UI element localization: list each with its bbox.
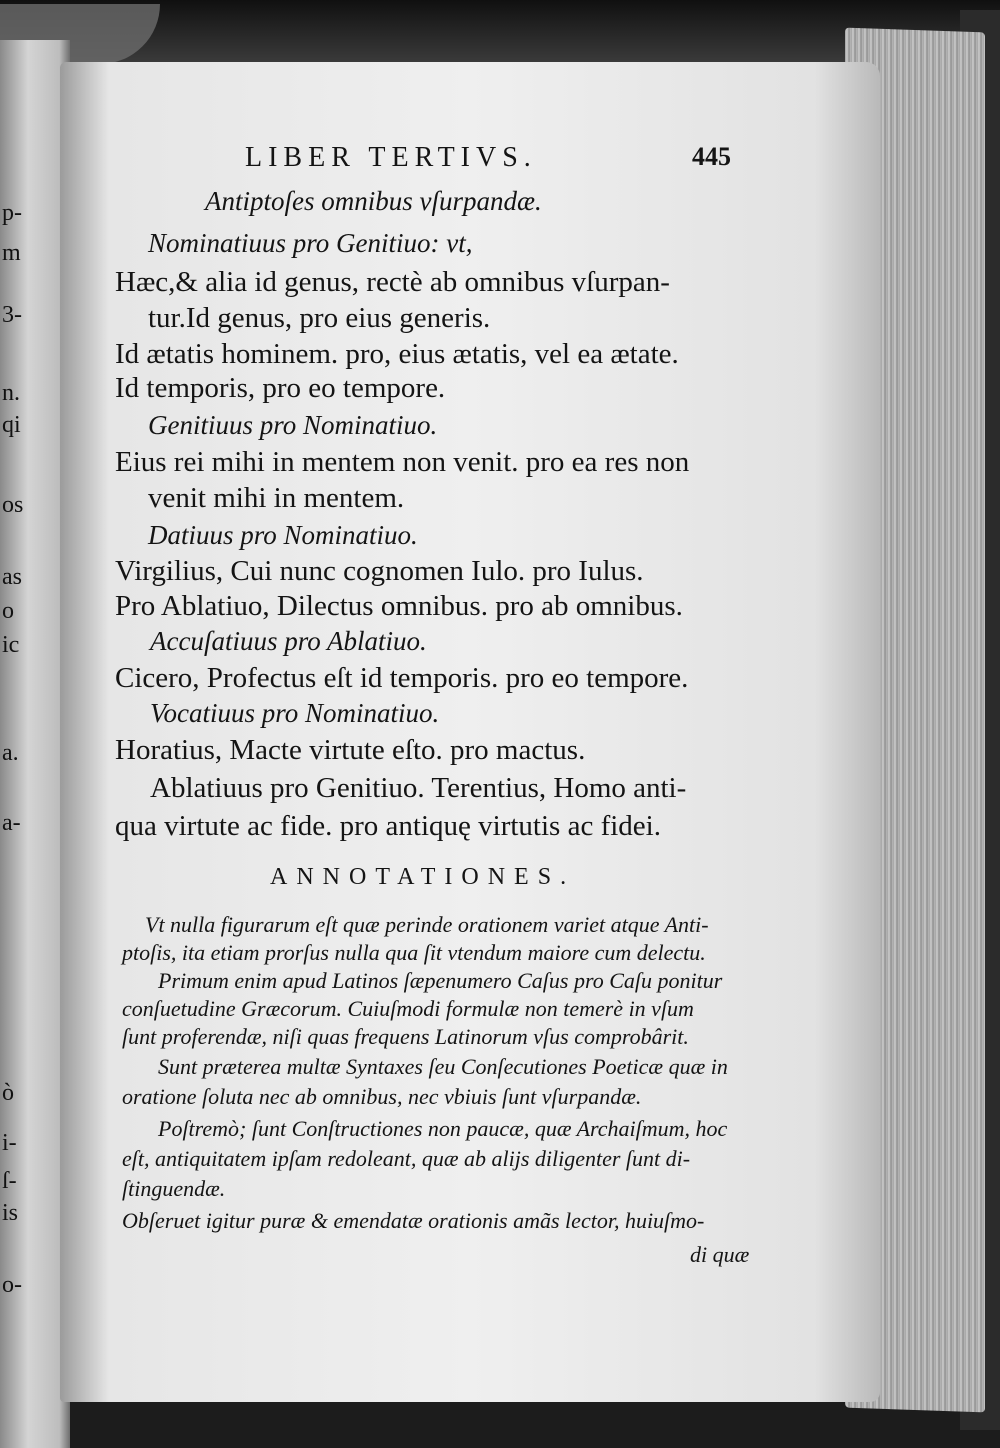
- text-line: Ablatiuus pro Genitiuo. Terentius, Homo anti-: [150, 772, 687, 804]
- annotation-line: ſtinguendæ.: [122, 1176, 226, 1201]
- annotation-line: Poſtremò; ſunt Conſtructiones non paucæ, quæ Archaiſmum, hoc: [158, 1116, 728, 1141]
- annotation-line: oratione ſoluta nec ab omnibus, nec vbiuis ſunt vſurpandæ.: [122, 1084, 642, 1109]
- left-edge-fragment: as: [2, 564, 22, 590]
- annotation-line: ptoſis, ita etiam prorſus nulla qua ſit vtendum maiore cum delectu.: [122, 940, 706, 965]
- left-edge-fragment: ic: [2, 632, 20, 658]
- rule-heading: Accuſatiuus pro Ablatiuo.: [150, 626, 427, 656]
- left-edge-fragment: is: [2, 1200, 19, 1226]
- section-heading: Antiptoſes omnibus vſurpandæ.: [205, 186, 542, 216]
- left-edge-fragment: a.: [2, 740, 19, 766]
- annotation-line: Vt nulla figurarum eſt quæ perinde orationem variet atque Anti-: [145, 912, 709, 937]
- text-line: Id temporis, pro eo tempore.: [115, 372, 446, 404]
- text-line: tur.Id genus, pro eius generis.: [148, 302, 491, 334]
- rule-heading: Nominatiuus pro Genitiuo: vt,: [148, 228, 473, 258]
- text-line: venit mihi in mentem.: [148, 482, 405, 514]
- rule-heading: Genitiuus pro Nominatiuo.: [148, 410, 438, 440]
- text-line: Pro Ablatiuo, Dilectus omnibus. pro ab omnibus.: [115, 590, 683, 622]
- left-edge-fragment: 3-: [2, 302, 22, 328]
- left-edge-fragment: qi: [2, 412, 21, 438]
- left-edge-fragment: i-: [2, 1130, 17, 1156]
- left-edge-fragment: ò: [2, 1080, 14, 1106]
- left-edge-fragment: p-: [2, 200, 22, 226]
- text-line: Virgilius, Cui nunc cognomen Iulo. pro Iulus.: [115, 555, 644, 587]
- text-line: Id ætatis hominem. pro, eius ætatis, vel ea ætate.: [115, 338, 679, 370]
- text-line: Eius rei mihi in mentem non venit. pro ea res non: [115, 446, 690, 478]
- annotation-line: conſuetudine Græcorum. Cuiuſmodi formulæ non temerè in vſum: [122, 996, 694, 1021]
- annotations-heading: ANNOTATIONES.: [270, 864, 576, 890]
- annotation-line: ſunt proferendæ, niſi quas frequens Latinorum vſus comprobârit.: [122, 1024, 689, 1049]
- catchword: di quæ: [690, 1242, 750, 1267]
- running-head: LIBER TERTIVS.: [245, 142, 537, 173]
- rule-heading: Datiuus pro Nominatiuo.: [148, 520, 418, 550]
- text-line: Horatius, Macte virtute eſto. pro mactus.: [115, 734, 586, 766]
- annotation-line: Obſeruet igitur puræ & emendatæ orationis amãs lector, huiuſmo-: [122, 1208, 705, 1233]
- annotation-line: eſt, antiquitatem ipſam redoleant, quæ ab alijs diligenter ſunt di-: [122, 1146, 691, 1171]
- left-edge-fragment: o-: [2, 1272, 22, 1298]
- left-edge-fragment: ſ-: [2, 1168, 17, 1194]
- text-line: qua virtute ac fide. pro antiquę virtutis ac fidei.: [115, 810, 661, 842]
- left-edge-fragment: n.: [2, 380, 20, 406]
- left-edge-fragment: os: [2, 492, 24, 518]
- annotation-line: Sunt præterea multæ Syntaxes ſeu Conſecutiones Poeticæ quæ in: [158, 1054, 728, 1079]
- annotation-line: Primum enim apud Latinos ſæpenumero Caſus pro Caſu ponitur: [158, 968, 723, 993]
- text-line: Hæc,& alia id genus, rectè ab omnibus vſurpan-: [115, 266, 670, 298]
- left-edge-fragment: a-: [2, 810, 21, 836]
- text-line: Cicero, Profectus eſt id temporis. pro eo tempore.: [115, 662, 689, 694]
- rule-heading: Vocatiuus pro Nominatiuo.: [150, 698, 440, 728]
- left-edge-fragment: m: [2, 240, 21, 266]
- page-number: 445: [692, 142, 731, 171]
- left-edge-fragment: o: [2, 598, 14, 624]
